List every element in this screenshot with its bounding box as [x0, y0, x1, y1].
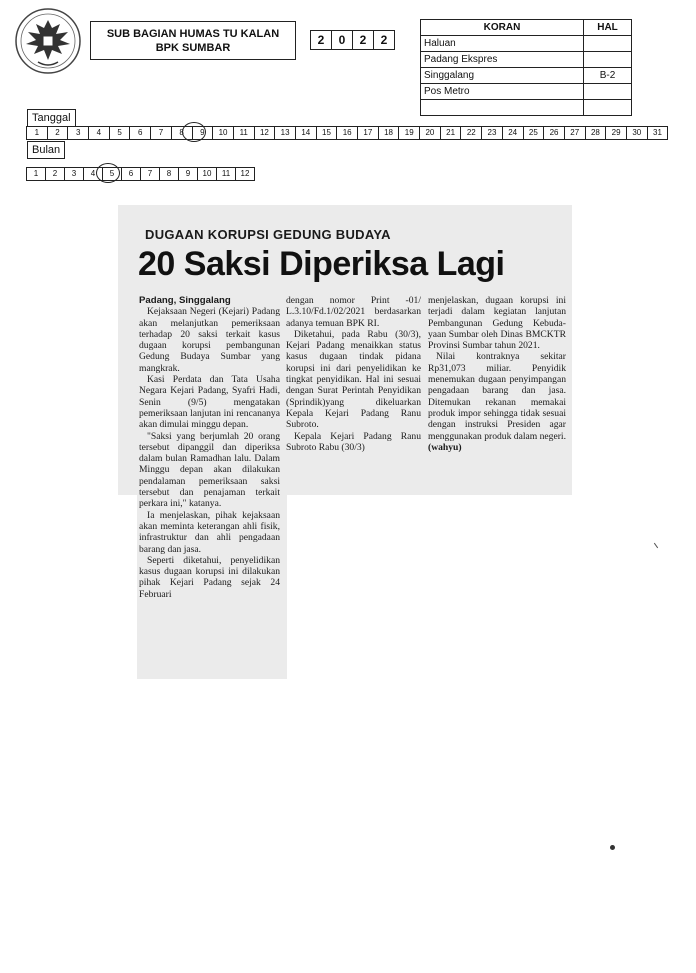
page-number [584, 52, 632, 68]
day-cell: 21 [440, 126, 462, 140]
paragraph: Ia menjelaskan, pihak kejaksaan akan meminta keterangan ahli fisik, infrastruktur dan ahli pengadaan barang dan jasa. [139, 509, 280, 555]
day-cell: 22 [460, 126, 482, 140]
day-cell: 14 [295, 126, 317, 140]
paragraph: Kasi Perdata dan Tata Usaha Negara Kejari Padang, Syafri Hadi, Senin (9/5) mengatakan pemeriksaan lanjutan ini rencananya akan dimulai minggu depan. [139, 374, 280, 431]
month-cell: 1 [26, 167, 46, 181]
day-cell: 26 [543, 126, 565, 140]
day-cell: 3 [67, 126, 89, 140]
month-cell: 6 [121, 167, 141, 181]
table-row [421, 36, 632, 52]
table-row [421, 68, 632, 84]
month-cell: 8 [159, 167, 179, 181]
paragraph: dengan nomor Print -01/ L.3.10/Fd.1/02/2021 berdasarkan adanya temuan BPK RI. [286, 295, 421, 329]
day-cell: 1 [26, 126, 48, 140]
day-cell: 31 [647, 126, 669, 140]
month-cell: 10 [197, 167, 217, 181]
day-cell: 16 [336, 126, 358, 140]
day-cell: 20 [419, 126, 441, 140]
col-header-koran: KORAN [421, 20, 584, 36]
year-digit: 2 [310, 30, 332, 50]
paragraph: menjelaskan, dugaan korupsi ini terjadi dalam kegiatan lanjutan Pembangunan Gedung Kebuda-yaan Sumbar oleh Dinas BMCKTR Provinsi Sumbar tahun 2021. [428, 295, 566, 352]
day-cell-selected: 10 [212, 126, 234, 140]
bulan-label: Bulan [27, 141, 65, 159]
col-header-hal: HAL [584, 20, 632, 36]
paragraph: "Saksi yang berjumlah 20 orang tersebut dipanggil dan diperiksa dalam bulan Ramadhan lalu. Dalam Minggu depan akan dilakukan pendalaman pemeriksaan saksi tersebut dan penajaman terkait perkara ini," katanya. [139, 430, 280, 510]
newspaper-name: Haluan [421, 36, 584, 52]
article-column-3 [428, 295, 566, 453]
paragraph [428, 351, 566, 453]
paragraph: Kepala Kejari Padang Ranu Subroto Rabu (30/3) [286, 430, 421, 453]
scan-speck [610, 845, 615, 850]
newspaper-name: Singgalang [421, 68, 584, 84]
page-number [584, 84, 632, 100]
month-cell-selected: 5 [102, 167, 122, 181]
article-headline: 20 Saksi Diperiksa Lagi [138, 245, 505, 283]
article-dateline: Padang, Singgalang [139, 295, 231, 306]
article-kicker: DUGAAN KORUPSI GEDUNG BUDAYA [145, 227, 391, 242]
tanggal-grid [27, 126, 668, 140]
day-cell: 27 [564, 126, 586, 140]
year-digit: 2 [373, 30, 395, 50]
month-cell: 3 [64, 167, 84, 181]
newspaper-name: Padang Ekspres [421, 52, 584, 68]
year-digit: 0 [331, 30, 353, 50]
month-cell: 4 [83, 167, 103, 181]
garuda-emblem-logo [10, 8, 86, 76]
office-name: SUB BAGIAN HUMAS TU KALAN [106, 28, 280, 40]
scan-speck [654, 543, 658, 548]
day-cell: 13 [274, 126, 296, 140]
day-cell: 5 [109, 126, 131, 140]
day-cell: 25 [523, 126, 545, 140]
year-boxes [311, 30, 395, 50]
day-cell: 24 [502, 126, 524, 140]
page-number [584, 36, 632, 52]
paragraph: Diketahui, pada Rabu (30/3), Kejari Padang menaikkan status kasus dugaan tindak pidana korupsi ini dari penyelidikan ke tingkat penyidikan. Hal ini sesuai dengan Surat Perintah Penyidikan (Sprindik)yang dikeluarkan Kepala Kejari Padang Ranu Subroto. [286, 328, 421, 431]
selected-day-circle [182, 122, 206, 142]
month-cell: 12 [235, 167, 255, 181]
month-cell: 2 [45, 167, 65, 181]
article-column-2 [286, 295, 421, 453]
table-row [421, 84, 632, 100]
newspaper-table [420, 19, 632, 116]
day-cell: 9 [192, 126, 214, 140]
selected-month-circle [96, 163, 120, 183]
paragraph-text: Nilai kontraknya sekitar Rp31,073 miliar. Penyidik menemukan dugaan penyimpangan pengadaan barang dan jasa. Ditemukan rekanan memakai produk impor sehingga tidak sesuai dengan instruksi Presiden agar menggunakan produk dalam negeri. [428, 351, 566, 442]
month-cell: 9 [178, 167, 198, 181]
day-cell: 12 [254, 126, 276, 140]
month-cell: 7 [140, 167, 160, 181]
paragraph: Kejaksaan Negeri (Kejari) Padang akan melanjutkan pemeriksaan terhadap 20 saksi terkait kasus dugaan korupsi pembangunan Gedung Budaya Sumbar yang mangkrak. [139, 306, 280, 374]
day-cell: 11 [233, 126, 255, 140]
month-cell: 11 [216, 167, 236, 181]
year-digit: 2 [352, 30, 374, 50]
day-cell: 28 [585, 126, 607, 140]
page-number [584, 100, 632, 116]
table-row [421, 100, 632, 116]
day-cell: 15 [316, 126, 338, 140]
page-number: B-2 [584, 68, 632, 84]
day-cell: 8 [171, 126, 193, 140]
day-cell: 23 [481, 126, 503, 140]
tanggal-label: Tanggal [27, 109, 76, 127]
article-byline: (wahyu) [428, 441, 462, 453]
office-header-box [90, 21, 296, 60]
paragraph: Seperti diketahui, penyelidikan kasus dugaan korupsi ini dilakukan pihak Kejari Padang sejak 24 Februari [139, 554, 280, 600]
bulan-grid [27, 167, 255, 181]
day-cell: 7 [150, 126, 172, 140]
day-cell: 30 [626, 126, 648, 140]
office-subname: BPK SUMBAR [155, 42, 231, 54]
article-column-1 [139, 295, 280, 600]
day-cell: 6 [129, 126, 151, 140]
day-cell: 19 [398, 126, 420, 140]
day-cell: 29 [605, 126, 627, 140]
day-cell: 4 [88, 126, 110, 140]
day-cell: 17 [357, 126, 379, 140]
newspaper-name [421, 100, 584, 116]
day-cell: 2 [47, 126, 69, 140]
table-row [421, 52, 632, 68]
newspaper-name: Pos Metro [421, 84, 584, 100]
day-cell: 18 [378, 126, 400, 140]
